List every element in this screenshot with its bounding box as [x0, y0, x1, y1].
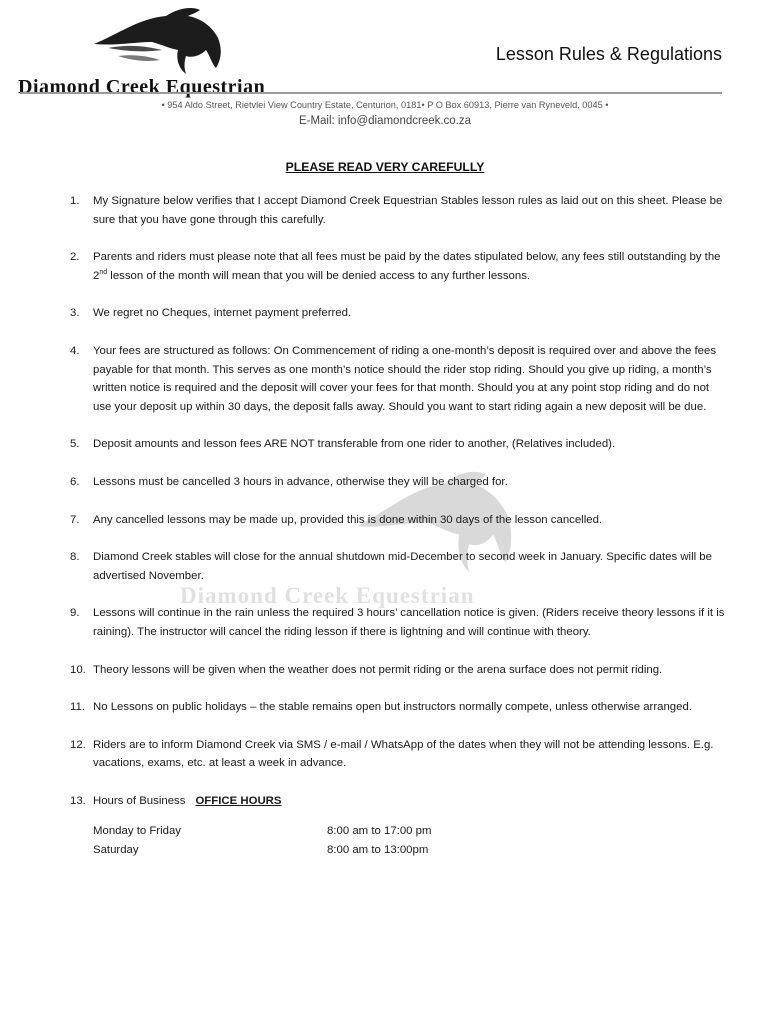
rule-item-10 [70, 661, 730, 680]
rule-text: Lessons must be cancelled 3 hours in advance, otherwise they will be charged for. [93, 475, 508, 488]
rule-number: 10. [70, 663, 86, 676]
header-divider [20, 92, 722, 94]
rule-text: Your fees are structured as follows: On Commencement of riding a one-month’s deposit is required over and above the fees payable for that month. This serves as one month’s notice should the rider stop riding. Should you give up riding, a month’s written notice is required and the deposit will cover your fees for that month. Should you at any point stop riding and do not use your deposit up within 30 days, the deposit falls away. Should you want to start riding again a new deposit will be due. [93, 344, 717, 413]
rule-number: 9. [70, 607, 80, 620]
rule-number: 13. [70, 794, 86, 807]
rule-number: 1. [70, 195, 80, 207]
rule-text-part: Parents and riders must please note that all fees must be paid by the dates stipulated below, any fees still outstanding by the 2 [93, 251, 721, 282]
hours-row [93, 841, 730, 860]
email-line: E-Mail: info@diamondcreek.co.za [298, 115, 472, 127]
hours-label: Hours of Business [93, 794, 186, 807]
address-line: • 954 Aldo Street, Rietvlei View Country Estate, Centurion, 0181• P O Box 60913, Pierre van Ryneveld, 0045 • [161, 100, 609, 110]
rule-text: Deposit amounts and lesson fees ARE NOT transferable from one rider to another, (Relatives included). [93, 438, 616, 451]
rule-number: 12. [70, 738, 86, 751]
rule-item-11 [70, 698, 730, 717]
hours-day: Saturday [93, 844, 139, 857]
rule-text: My Signature below verifies that I accept Diamond Creek Equestrian Stables lesson rules as laid out on this sheet. Please be sure that you have gone through this carefully. [93, 195, 723, 226]
rule-item-7 [70, 511, 730, 530]
hours-time: 8:00 am to 13:00pm [327, 844, 429, 857]
rule-number: 4. [70, 344, 80, 357]
rule-item-12 [70, 736, 730, 773]
rule-text: Lessons will continue in the rain unless the required 3 hours’ cancellation notice is given. (Riders receive theory lessons if it is raining). The instructor will cancel the riding lesson if there is lightning and will continue with theory. [93, 607, 725, 638]
rule-text: Diamond Creek stables will close for the annual shutdown mid-December to second week in January. Specific dates will be advertised November. [93, 551, 712, 582]
rule-text: We regret no Cheques, internet payment preferred. [93, 307, 352, 320]
rule-number: 7. [70, 513, 80, 526]
rule-text: No Lessons on public holidays – the stable remains open but instructors normally compete, unless otherwise arranged. [93, 701, 692, 714]
rule-text [93, 248, 730, 285]
rule-item-4 [70, 342, 730, 416]
rules-list [70, 192, 730, 879]
rule-item-9 [70, 604, 730, 641]
rule-number: 11. [70, 701, 85, 714]
horse-head-icon [88, 4, 228, 76]
rule-item-6 [70, 473, 730, 492]
rule-item-5 [70, 435, 730, 454]
brand-name: Diamond Creek Equestrian [18, 76, 266, 98]
rule-number: 2. [70, 251, 80, 264]
rule-item-13 [70, 792, 730, 861]
rule-text: Riders are to inform Diamond Creek via SMS / e-mail / WhatsApp of the dates when they will not be attending lessons. E.g. vacations, exams, etc. at least a week in advance. [93, 738, 714, 770]
hours-row [93, 822, 730, 841]
watermark-text: Diamond Creek Equestrian [180, 583, 475, 608]
rule-number: 3. [70, 307, 80, 320]
hours-time: 8:00 am to 17:00 pm [327, 825, 432, 838]
hours-day: Monday to Friday [93, 825, 181, 838]
rule-number: 8. [70, 551, 80, 564]
rule-text: Any cancelled lessons may be made up, provided this is done within 30 days of the lesson cancelled. [93, 513, 603, 526]
rule-text [93, 792, 730, 811]
document-title: Lesson Rules & Regulations [495, 44, 722, 64]
rule-number: 5. [70, 438, 80, 451]
office-hours-heading: OFFICE HOURS [195, 794, 282, 807]
rule-number: 6. [70, 475, 80, 488]
rule-item-2 [70, 248, 730, 285]
brand-logo [18, 4, 288, 96]
ordinal-superscript: nd [99, 268, 108, 276]
notice-heading: PLEASE READ VERY CAREFULLY [285, 160, 485, 174]
rule-item-8 [70, 548, 730, 585]
rule-item-3 [70, 304, 730, 323]
rule-text-part: lesson of the month will mean that you will be denied access to any further lessons. [107, 269, 531, 282]
rule-text: Theory lessons will be given when the weather does not permit riding or the arena surface does not permit riding. [93, 663, 663, 676]
rule-item-1 [70, 192, 730, 229]
office-hours-table [93, 822, 730, 860]
